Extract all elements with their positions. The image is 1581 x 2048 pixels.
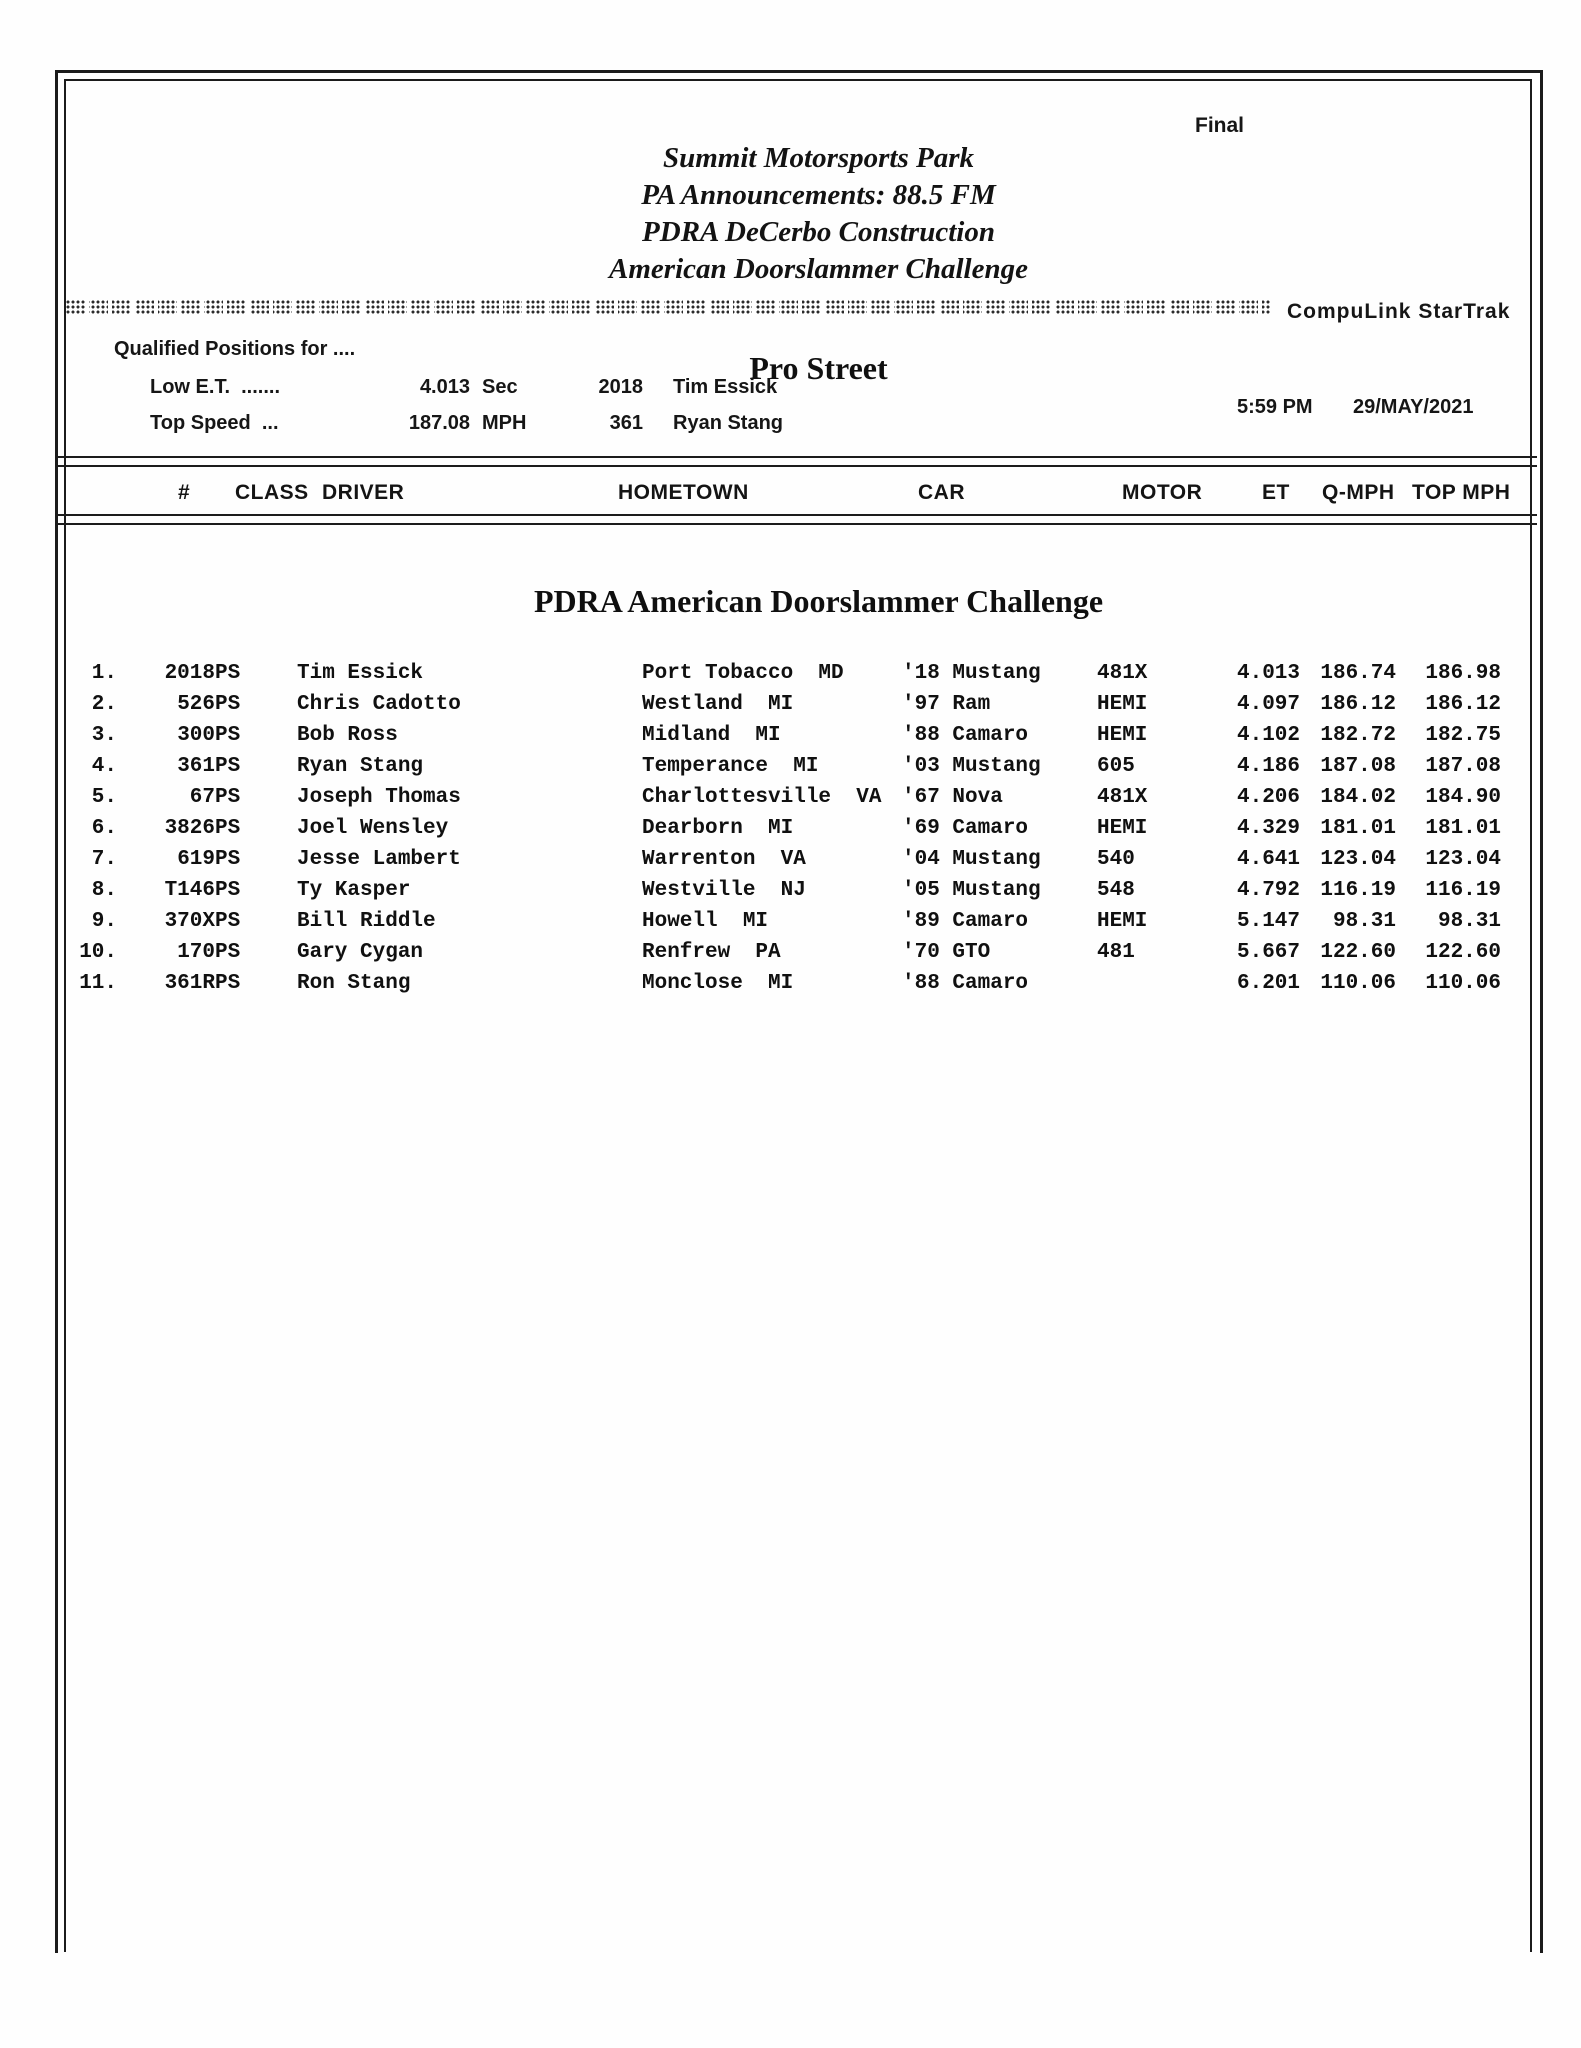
cell-et: 4.329: [1237, 817, 1301, 840]
low-et-driver: Tim Essick: [673, 376, 778, 398]
cell-motor: 481: [1097, 941, 1135, 964]
low-et-value: 4.013: [419, 376, 470, 398]
cell-position: 2.: [91, 693, 117, 716]
col-header-qmph: Q-MPH: [1322, 481, 1395, 504]
results-table: [57, 658, 1501, 999]
cell-hometown: Port Tobacco MD: [642, 662, 844, 685]
cell-car: '88 Camaro: [902, 724, 1029, 747]
cell-qmph: 181.01: [1320, 817, 1396, 840]
cell-driver: Bill Riddle: [297, 910, 436, 933]
cell-hometown: Monclose MI: [642, 972, 794, 995]
col-header-et: ET: [1262, 481, 1290, 504]
table-row: [57, 658, 1501, 689]
cell-car-number: 619: [177, 848, 215, 871]
cell-motor: 481X: [1097, 786, 1148, 809]
cell-motor: 481X: [1097, 662, 1148, 685]
cell-qmph: 116.19: [1320, 879, 1396, 902]
col-header-driver: DRIVER: [322, 481, 405, 504]
col-header-number: #: [178, 481, 191, 504]
cell-car-number: 2018: [164, 662, 215, 685]
cell-motor: 548: [1097, 879, 1135, 902]
cell-qmph: 184.02: [1320, 786, 1396, 809]
cell-topmph: 184.90: [1425, 786, 1501, 809]
printed-time: 5:59 PM: [1237, 396, 1313, 418]
cell-class: PS: [215, 786, 241, 809]
cell-car: '70 GTO: [902, 941, 991, 964]
table-row: [57, 937, 1501, 968]
timing-system-brand: CompuLink StarTrak: [1287, 300, 1511, 323]
cell-topmph: 186.98: [1425, 662, 1501, 685]
table-row: [57, 751, 1501, 782]
table-row: [57, 782, 1501, 813]
cell-position: 8.: [91, 879, 117, 902]
cell-driver: Tim Essick: [297, 662, 424, 685]
cell-hometown: Westland MI: [642, 693, 794, 716]
low-et-label: Low E.T. .......: [150, 376, 281, 398]
table-row: [57, 844, 1501, 875]
table-row: [57, 875, 1501, 906]
cell-class: PS: [215, 662, 241, 685]
cell-class: PS: [215, 817, 241, 840]
cell-hometown: Charlottesville VA: [642, 786, 882, 809]
cell-position: 1.: [91, 662, 117, 685]
top-speed-line: [0, 412, 1581, 442]
cell-driver: Bob Ross: [297, 724, 398, 747]
cell-topmph: 186.12: [1425, 693, 1501, 716]
top-speed-car-number: 361: [609, 412, 643, 434]
cell-motor: HEMI: [1097, 693, 1148, 716]
cell-class: PS: [215, 972, 241, 995]
cell-car-number: 170: [177, 941, 215, 964]
cell-car-number: 67: [189, 786, 215, 809]
cell-class: PS: [215, 724, 241, 747]
cell-car-number: 361: [177, 755, 215, 778]
cell-qmph: 182.72: [1320, 724, 1396, 747]
cell-motor: HEMI: [1097, 910, 1148, 933]
printed-date: 29/MAY/2021: [1353, 396, 1474, 418]
cell-et: 6.201: [1237, 972, 1301, 995]
cell-et: 4.097: [1237, 693, 1301, 716]
cell-car-number: 370X: [164, 910, 215, 933]
col-header-car: CAR: [918, 481, 965, 504]
cell-motor: [1097, 968, 1237, 999]
dotted-separator: [66, 300, 1270, 315]
cell-position: 5.: [91, 786, 117, 809]
cell-car: '04 Mustang: [902, 848, 1041, 871]
table-row: [57, 689, 1501, 720]
cell-qmph: 186.74: [1320, 662, 1396, 685]
cell-qmph: 110.06: [1320, 972, 1396, 995]
cell-hometown: Westville NJ: [642, 879, 806, 902]
cell-qmph: 187.08: [1320, 755, 1396, 778]
cell-hometown: Warrenton VA: [642, 848, 806, 871]
cell-hometown: Midland MI: [642, 724, 781, 747]
cell-driver: Gary Cygan: [297, 941, 424, 964]
table-row: [57, 906, 1501, 937]
cell-driver: Ryan Stang: [297, 755, 424, 778]
track-header: [28, 140, 1581, 288]
cell-et: 4.792: [1237, 879, 1301, 902]
cell-topmph: 182.75: [1425, 724, 1501, 747]
event-sponsor: PDRA DeCerbo Construction: [642, 216, 995, 248]
cell-driver: Joseph Thomas: [297, 786, 461, 809]
cell-motor: HEMI: [1097, 817, 1148, 840]
cell-et: 4.186: [1237, 755, 1301, 778]
cell-driver: Joel Wensley: [297, 817, 449, 840]
results-rows: [57, 658, 1501, 999]
cell-car: '03 Mustang: [902, 755, 1041, 778]
cell-car: '89 Camaro: [902, 910, 1029, 933]
cell-hometown: Dearborn MI: [642, 817, 794, 840]
cell-driver: Chris Cadotto: [297, 693, 461, 716]
event-name: American Doorslammer Challenge: [609, 253, 1028, 285]
cell-topmph: 122.60: [1425, 941, 1501, 964]
cell-class: PS: [215, 910, 241, 933]
column-header-row: [0, 481, 1581, 511]
cell-car: '05 Mustang: [902, 879, 1041, 902]
cell-car: '18 Mustang: [902, 662, 1041, 685]
track-name: Summit Motorsports Park: [662, 142, 975, 174]
cell-position: 7.: [91, 848, 117, 871]
cell-car: '97 Ram: [902, 693, 991, 716]
table-row: [57, 968, 1501, 999]
cell-class: PS: [215, 755, 241, 778]
low-et-car-number: 2018: [598, 376, 643, 398]
cell-position: 11.: [79, 972, 117, 995]
cell-position: 9.: [91, 910, 117, 933]
cell-position: 3.: [91, 724, 117, 747]
header-rule-top: [57, 456, 1537, 467]
table-row: [57, 813, 1501, 844]
cell-car-number: 3826: [164, 817, 215, 840]
col-header-topmph: TOP MPH: [1412, 481, 1511, 504]
col-header-class: CLASS: [235, 481, 309, 504]
cell-et: 4.013: [1237, 662, 1301, 685]
cell-driver: Ron Stang: [297, 972, 411, 995]
cell-et: 4.102: [1237, 724, 1301, 747]
cell-topmph: 181.01: [1425, 817, 1501, 840]
table-row: [57, 720, 1501, 751]
cell-qmph: 98.31: [1332, 910, 1396, 933]
cell-et: 5.667: [1237, 941, 1301, 964]
cell-qmph: 123.04: [1320, 848, 1396, 871]
cell-motor: 605: [1097, 755, 1135, 778]
cell-position: 10.: [79, 941, 117, 964]
round-status-label: Final: [1195, 114, 1245, 137]
col-header-motor: MOTOR: [1122, 481, 1203, 504]
low-et-unit: Sec: [482, 376, 518, 398]
top-speed-unit: MPH: [482, 412, 527, 434]
class-title: Pro Street: [749, 350, 888, 386]
header-rule-bottom: [57, 514, 1537, 525]
cell-et: 5.147: [1237, 910, 1301, 933]
cell-car: '88 Camaro: [902, 972, 1029, 995]
col-header-hometown: HOMETOWN: [618, 481, 749, 504]
cell-et: 4.641: [1237, 848, 1301, 871]
cell-position: 6.: [91, 817, 117, 840]
cell-topmph: 123.04: [1425, 848, 1501, 871]
cell-car-number: 526: [177, 693, 215, 716]
top-speed-value: 187.08: [408, 412, 470, 434]
cell-topmph: 116.19: [1425, 879, 1501, 902]
cell-car: '67 Nova: [902, 786, 1003, 809]
cell-class: PS: [215, 693, 241, 716]
section-title: PDRA American Doorslammer Challenge: [533, 583, 1104, 619]
cell-class: PS: [215, 879, 241, 902]
cell-driver: Jesse Lambert: [297, 848, 461, 871]
cell-driver: Ty Kasper: [297, 879, 411, 902]
cell-qmph: 122.60: [1320, 941, 1396, 964]
top-speed-label: Top Speed ...: [150, 412, 279, 434]
cell-topmph: 110.06: [1425, 972, 1501, 995]
cell-car-number: 361R: [164, 972, 215, 995]
top-speed-driver: Ryan Stang: [673, 412, 784, 434]
cell-qmph: 186.12: [1320, 693, 1396, 716]
cell-hometown: Howell MI: [642, 910, 769, 933]
cell-topmph: 98.31: [1437, 910, 1501, 933]
cell-class: PS: [215, 941, 241, 964]
pa-announcements: PA Announcements: 88.5 FM: [641, 179, 996, 211]
cell-et: 4.206: [1237, 786, 1301, 809]
cell-hometown: Temperance MI: [642, 755, 819, 778]
cell-topmph: 187.08: [1425, 755, 1501, 778]
cell-car-number: 300: [177, 724, 215, 747]
cell-class: PS: [215, 848, 241, 871]
cell-hometown: Renfrew PA: [642, 941, 781, 964]
cell-position: 4.: [91, 755, 117, 778]
qualified-positions-title: Qualified Positions for ....: [114, 338, 356, 360]
cell-car: '69 Camaro: [902, 817, 1029, 840]
cell-car-number: T146: [164, 879, 215, 902]
cell-motor: 540: [1097, 848, 1135, 871]
cell-motor: HEMI: [1097, 724, 1148, 747]
